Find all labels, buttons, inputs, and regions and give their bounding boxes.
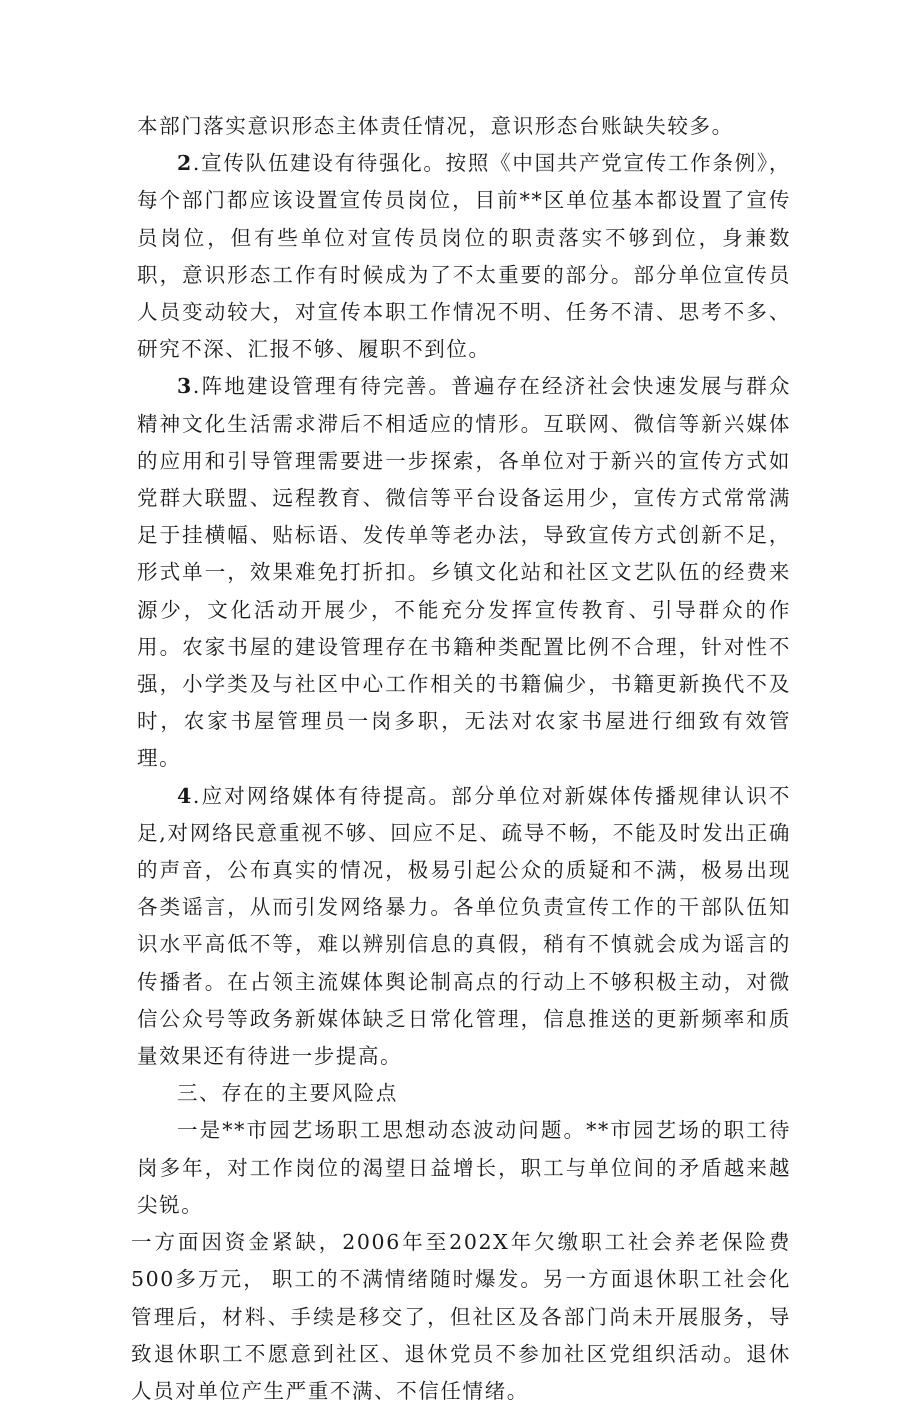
document-body [131,108,791,1410]
risk-detail-rest: 职工的不满情绪随时爆发。另一方面退休职工社会化管理后，材料、手续是移交了，但社区及各部门尚未开展服务，导致退休职工不愿意到社区、退休党员不参加社区党组织活动。退休人员对单位产生严重不满、不信任情绪。 [131,1267,791,1403]
item-2-text: .宣传队伍建设有待强化。按照《中国共产党宣传工作条例》，每个部门都应该设置宣传员岗位，目前**区单位基本都设置了宣传员岗位，但有些单位对宣传员岗位的职责落实不够到位，身兼数职，意识形态工作有时候成为了不太重要的部分。部分单位宣传员人员变动较大，对宣传本职工作情况不明、任务不清、思考不多、研究不深、汇报不够、履职不到位。 [137,151,791,362]
item-3-paragraph [137,368,791,777]
item-2-paragraph [137,145,791,368]
opening-paragraph: 本部门落实意识形态主体责任情况，意识形态台账缺失较多。 [137,114,734,138]
item-4-paragraph [137,778,791,1076]
item-4-number: 4 [177,783,193,808]
item-4-text: .应对网络媒体有待提高。部分单位对新媒体传播规律认识不足,对网络民意重视不够、回应不足、疏导不畅，不能及时发出正确的声音，公布真实的情况，极易引起公众的质疑和不满，极易出现各类谣言，从而引发网络暴力。各单位负责宣传工作的干部队伍知识水平高低不等，难以辨别信息的真假，稍有不慎就会成为谣言的传播者。在占领主流媒体舆论制高点的行动上不够积极主动，对微信公众号等政务新媒体缺乏日常化管理，信息推送的更新频率和质量效果还有待进一步提高。 [137,783,791,1069]
section-heading: 三、存在的主要风险点 [177,1081,398,1106]
item-2-number: 2 [177,151,193,176]
risk-detail-first-line: 一方面因资金紧缺，2006年至202X年欠缴职工社会养老保险费500多万元， [131,1230,791,1292]
item-3-number: 3 [177,374,193,399]
risk-intro-paragraph: 一是**市园艺场职工思想动态波动问题。**市园艺场的职工待岗多年，对工作岗位的渴望日益增长，职工与单位间的矛盾越来越尖锐。 [137,1118,791,1217]
risk-detail-paragraph [131,1224,791,1410]
item-3-text: .阵地建设管理有待完善。普遍存在经济社会快速发展与群众精神文化生活需求滞后不相适应的情形。互联网、微信等新兴媒体的应用和引导管理需要进一步探索，各单位对于新兴的宣传方式如党群大联盟、远程教育、微信等平台设备运用少，宣传方式常常满足于挂横幅、贴标语、发传单等老办法，导致宣传方式创新不足，形式单一，效果难免打折扣。乡镇文化站和社区文艺队伍的经费来源少，文化活动开展少，不能充分发挥宣传教育、引导群众的作用。农家书屋的建设管理存在书籍种类配置比例不合理，针对性不强，小学类及与社区中心工作相关的书籍偏少，书籍更新换代不及时，农家书屋管理员一岗多职，无法对农家书屋进行细致有效管理。 [137,374,791,771]
